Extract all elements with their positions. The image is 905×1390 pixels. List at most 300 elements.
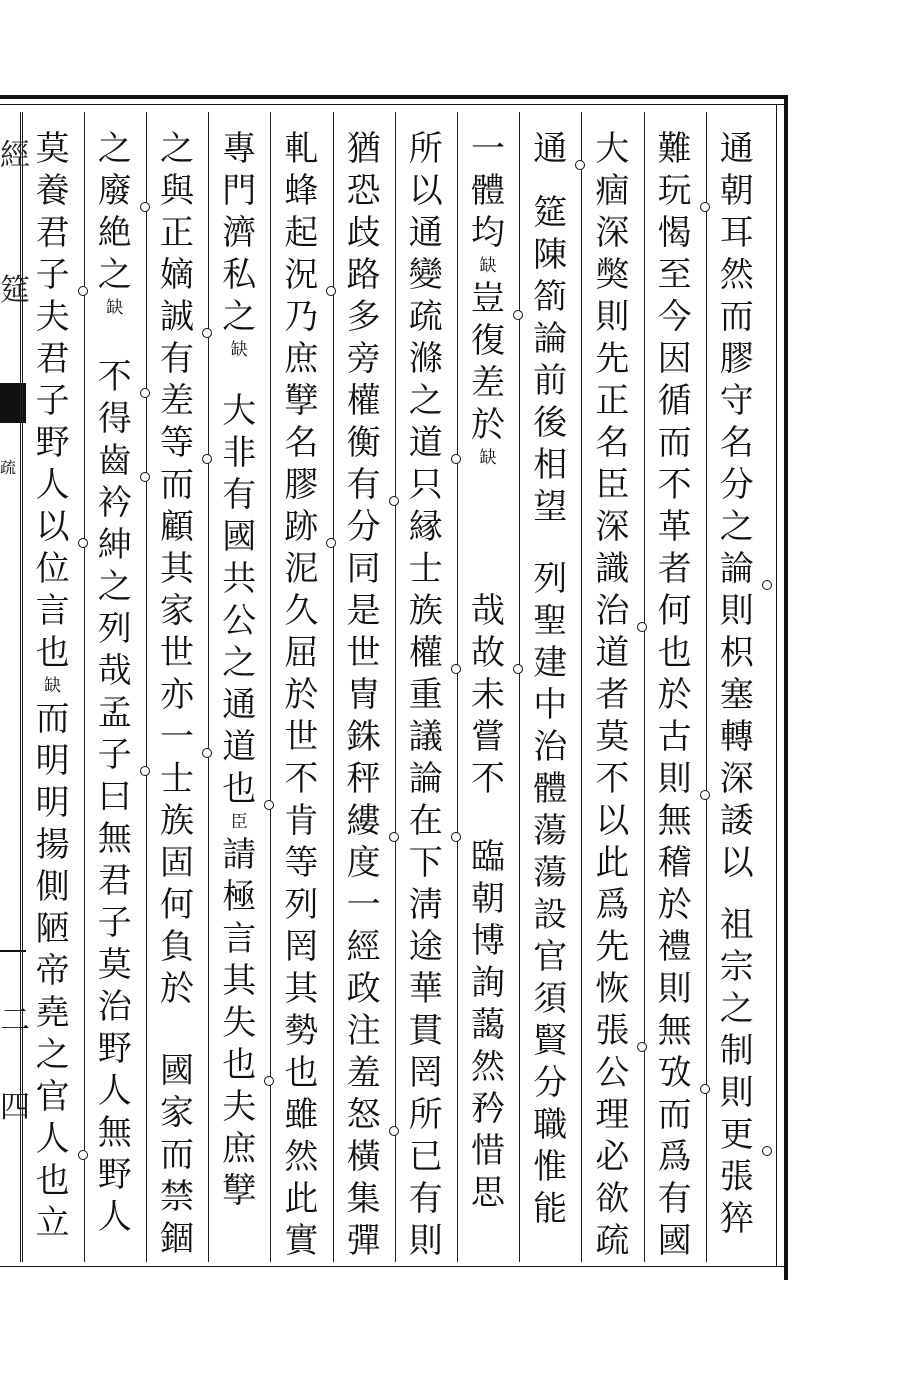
glyph: 而: [160, 1135, 194, 1175]
glyph: 分: [533, 1063, 568, 1103]
glyph: 則: [408, 1221, 443, 1261]
text-segment: [466, 590, 510, 800]
glyph: 乃: [284, 297, 319, 337]
glyph: 專: [222, 129, 257, 169]
text-column: [397, 128, 455, 1261]
glyph: 爲: [657, 1137, 692, 1177]
glyph: 枳: [719, 633, 754, 673]
glyph: 明: [35, 741, 70, 781]
margin-fragment-top: 經: [0, 138, 30, 173]
column-rule: [395, 112, 396, 1262]
text-column: [459, 128, 517, 1258]
glyph: 之: [35, 1035, 70, 1075]
glyph: 大: [222, 391, 257, 431]
glyph: 其: [160, 549, 194, 589]
glyph: 揚: [35, 825, 70, 865]
column-rule: [146, 112, 147, 1262]
text-segment: [31, 698, 75, 1244]
glyph: 嫡: [160, 255, 194, 295]
interlinear-note: 缺: [230, 340, 248, 360]
text-segment: [155, 128, 199, 1010]
glyph: 非: [222, 433, 257, 473]
interlinear-note: 缺: [106, 298, 124, 318]
text-column: [646, 128, 704, 1261]
glyph: 耳: [719, 213, 754, 253]
glyph: 朝: [471, 879, 505, 919]
glyph: 等: [155, 422, 199, 464]
glyph: 蜂: [284, 171, 319, 211]
glyph: 後: [533, 403, 568, 443]
glyph: 痼: [595, 171, 630, 211]
glyph: 其: [284, 969, 319, 1009]
glyph: 路: [346, 255, 381, 295]
glyph: 論: [533, 319, 568, 359]
glyph: 差: [160, 381, 194, 421]
glyph: 孟: [97, 693, 132, 733]
glyph: 絶: [97, 213, 132, 253]
glyph: 衿: [97, 483, 132, 523]
column-rule: [208, 112, 209, 1262]
text-segment: [653, 128, 697, 1262]
glyph: 通: [528, 128, 572, 170]
glyph: 子: [31, 254, 75, 296]
glyph: 無: [657, 801, 692, 841]
glyph: 人: [31, 1118, 75, 1160]
glyph: 之: [97, 255, 132, 295]
text-column: [86, 128, 144, 1258]
glyph: 猝: [719, 1199, 754, 1239]
glyph: 固: [160, 843, 194, 883]
glyph: 位: [35, 549, 70, 589]
glyph: 私: [222, 255, 257, 295]
glyph: 中: [533, 685, 568, 725]
glyph: 跡: [279, 506, 323, 548]
glyph: 一: [155, 716, 199, 758]
glyph: 所: [408, 129, 443, 169]
glyph: 哉: [97, 651, 132, 691]
glyph: 朝: [719, 171, 754, 211]
glyph: 爲: [595, 885, 630, 925]
glyph: 道: [222, 727, 257, 767]
glyph: 望: [533, 487, 568, 527]
glyph: 名: [595, 423, 630, 463]
glyph: 建: [533, 643, 568, 683]
glyph: 士: [408, 549, 443, 589]
glyph: 旁: [346, 339, 381, 379]
glyph: 名: [719, 423, 754, 463]
text-column: [583, 128, 641, 1261]
glyph: 人: [35, 465, 70, 505]
glyph: 革: [657, 507, 692, 547]
glyph: 必: [595, 1137, 630, 1177]
glyph: 不: [284, 759, 319, 799]
glyph: 與: [160, 171, 194, 211]
text-segment: [217, 390, 261, 810]
glyph: 通: [222, 685, 257, 725]
glyph: 華: [408, 969, 443, 1009]
glyph: 論: [715, 548, 759, 590]
glyph: 變: [408, 255, 443, 295]
glyph: 帝: [35, 951, 70, 991]
glyph: 屈: [284, 633, 319, 673]
glyph: 聖: [533, 601, 568, 641]
glyph: 攷: [653, 1052, 697, 1094]
glyph: 不: [657, 465, 692, 505]
text-segment: [466, 128, 510, 254]
glyph: 然: [284, 1137, 319, 1177]
glyph: 莫: [35, 129, 70, 169]
glyph: 軋: [284, 129, 319, 169]
glyph: 正: [160, 213, 194, 253]
glyph: 列: [533, 559, 568, 599]
glyph: 不: [93, 356, 137, 398]
glyph: 野: [97, 1029, 132, 1069]
glyph: 顧: [160, 507, 194, 547]
glyph: 名: [284, 423, 319, 463]
glyph: 膠: [284, 465, 319, 505]
glyph: 有: [342, 464, 386, 506]
glyph: 深: [719, 759, 754, 799]
glyph: 也: [657, 633, 692, 673]
glyph: 分: [346, 507, 381, 547]
glyph: 分: [719, 465, 754, 505]
glyph: 博: [471, 921, 505, 961]
glyph: 世: [346, 633, 381, 673]
glyph: 夫: [35, 297, 70, 337]
glyph: 疏: [408, 297, 443, 337]
glyph: 雖: [284, 1095, 319, 1135]
glyph: 至: [657, 255, 692, 295]
glyph: 家: [160, 591, 194, 631]
glyph: 有: [408, 1179, 443, 1219]
glyph: 者: [595, 675, 630, 715]
glyph: 官: [533, 937, 568, 977]
text-column: [148, 128, 206, 1258]
glyph: 通: [408, 213, 443, 253]
glyph: 族: [408, 591, 443, 631]
text-segment: [217, 834, 261, 1212]
glyph: 誠: [155, 296, 199, 338]
glyph: 亦: [160, 675, 194, 715]
glyph: 列: [97, 609, 132, 649]
glyph: 稽: [657, 843, 692, 883]
glyph: 則: [719, 591, 754, 631]
glyph: 君: [97, 861, 132, 901]
glyph: 堯: [35, 993, 70, 1033]
glyph: 起: [284, 213, 319, 253]
glyph: 立: [35, 1203, 70, 1243]
glyph: 職: [533, 1105, 568, 1145]
glyph: 古: [657, 717, 692, 757]
glyph: 然: [471, 1047, 505, 1087]
glyph: 差: [471, 363, 505, 403]
glyph: 無: [657, 1011, 692, 1051]
text-column: [272, 128, 330, 1261]
glyph: 之: [222, 297, 257, 337]
glyph: 彈: [346, 1221, 381, 1261]
glyph: 深: [595, 507, 630, 547]
glyph: 嘗: [471, 717, 505, 757]
glyph: 公: [595, 1053, 630, 1093]
glyph: 以: [31, 506, 75, 548]
glyph: 惜: [471, 1131, 505, 1171]
glyph: 在: [404, 800, 448, 842]
glyph: 失: [222, 1003, 257, 1043]
glyph: 前: [533, 361, 568, 401]
text-column: [210, 128, 268, 1258]
glyph: 庶: [222, 1129, 257, 1169]
glyph: 有: [657, 1179, 692, 1219]
glyph: 罔: [284, 927, 319, 967]
glyph: 庶: [284, 339, 319, 379]
text-segment: [715, 904, 759, 1240]
interlinear-note: 缺: [44, 676, 62, 696]
glyph: 陳: [533, 235, 568, 275]
glyph: 故: [466, 632, 510, 674]
glyph: 列: [284, 885, 319, 925]
glyph: 者: [657, 549, 692, 589]
glyph: 議: [408, 717, 443, 757]
column-rule: [581, 112, 582, 1262]
glyph: 子: [93, 734, 137, 776]
glyph: 族: [160, 801, 194, 841]
glyph: 則: [653, 758, 697, 800]
glyph: 極: [222, 877, 257, 917]
text-segment: [217, 128, 261, 338]
glyph: 橫: [346, 1137, 381, 1177]
text-column: [24, 128, 82, 1258]
glyph: 轉: [719, 717, 754, 757]
glyph: 縁: [408, 507, 443, 547]
glyph: 塞: [719, 675, 754, 715]
glyph: 不: [471, 759, 505, 799]
glyph: 宗: [719, 947, 754, 987]
glyph: 蕩: [533, 853, 568, 893]
glyph: 能: [533, 1189, 568, 1229]
column-rule-edge: [20, 112, 21, 1262]
glyph: 縷: [342, 800, 386, 842]
text-segment: [715, 128, 759, 884]
glyph: 無: [97, 1113, 132, 1153]
glyph: 怒: [342, 1094, 386, 1136]
glyph: 先: [595, 927, 630, 967]
glyph: 先: [595, 339, 630, 379]
glyph: 設: [533, 895, 568, 935]
glyph: 莫: [595, 717, 630, 757]
glyph: 同: [346, 549, 381, 589]
glyph: 世: [284, 717, 319, 757]
glyph: 筵: [533, 193, 568, 233]
glyph: 而: [657, 423, 692, 463]
text-segment: [528, 128, 572, 170]
glyph: 野: [97, 1155, 132, 1195]
glyph: 也: [35, 633, 70, 673]
glyph: 國: [222, 517, 257, 557]
glyph: 臨: [471, 837, 505, 877]
glyph: 一: [471, 129, 505, 169]
interlinear-note: 缺: [479, 448, 497, 468]
glyph: 冑: [346, 675, 381, 715]
column-rule: [644, 112, 645, 1262]
glyph: 之: [160, 129, 194, 169]
text-column: [335, 128, 393, 1261]
glyph: 肯: [284, 801, 319, 841]
glyph: 則: [657, 969, 692, 1009]
frame-inner-right-rule: [776, 104, 777, 1266]
glyph: 以: [408, 171, 443, 211]
glyph: 通: [719, 129, 754, 169]
glyph: 均: [471, 213, 505, 253]
glyph: 是: [346, 591, 381, 631]
glyph: 以: [595, 801, 630, 841]
glyph: 體: [471, 171, 505, 211]
glyph: 所: [408, 1095, 443, 1135]
glyph: 恐: [346, 171, 381, 211]
glyph: 門: [222, 171, 257, 211]
glyph: 於: [657, 885, 692, 925]
glyph: 惟: [533, 1147, 568, 1187]
column-rule: [519, 112, 520, 1262]
glyph: 也: [35, 1161, 70, 1201]
glyph: 道: [595, 633, 630, 673]
glyph: 守: [719, 381, 754, 421]
glyph: 疏: [595, 1221, 630, 1261]
glyph: 之: [719, 989, 754, 1029]
glyph: 也: [217, 768, 261, 810]
text-segment: [528, 558, 572, 1230]
interlinear-note: 缺: [479, 256, 497, 276]
glyph: 下: [408, 843, 443, 883]
glyph: 有: [222, 475, 257, 515]
glyph: 之: [97, 129, 132, 169]
glyph: 禁: [160, 1177, 194, 1217]
glyph: 諉: [719, 801, 754, 841]
glyph: 然: [719, 255, 754, 295]
glyph: 途: [408, 927, 443, 967]
glyph: 泥: [284, 549, 319, 589]
glyph: 則: [719, 1073, 754, 1113]
glyph: 於: [160, 969, 194, 1009]
glyph: 愒: [657, 213, 692, 253]
glyph: 欲: [595, 1179, 630, 1219]
glyph: 理: [595, 1095, 630, 1135]
glyph: 君: [35, 213, 70, 253]
glyph: 陋: [35, 909, 70, 949]
text-segment: [528, 192, 572, 528]
glyph: 猶: [346, 129, 381, 169]
glyph: 權: [346, 381, 381, 421]
glyph: 集: [346, 1179, 381, 1219]
glyph: 子: [97, 903, 132, 943]
glyph: 言: [35, 591, 70, 631]
glyph: 共: [222, 559, 257, 599]
glyph: 負: [160, 927, 194, 967]
glyph: 之: [719, 507, 754, 547]
glyph: 君: [35, 339, 70, 379]
column-rule: [457, 112, 458, 1262]
glyph: 深: [595, 213, 630, 253]
glyph: 已: [408, 1137, 443, 1177]
glyph: 家: [160, 1093, 194, 1133]
glyph: 何: [160, 885, 194, 925]
glyph: 側: [35, 867, 70, 907]
glyph: 此: [595, 843, 630, 883]
glyph: 世: [160, 633, 194, 673]
text-segment: [155, 1050, 199, 1260]
glyph: 公: [222, 601, 257, 641]
glyph: 論: [408, 759, 443, 799]
glyph: 況: [279, 254, 323, 296]
glyph: 復: [471, 321, 505, 361]
glyph: 詢: [471, 963, 505, 1003]
text-column: [708, 128, 766, 1258]
text-segment: [93, 356, 137, 1238]
glyph: 之: [222, 643, 257, 683]
glyph: 無: [97, 819, 132, 859]
glyph: 玩: [653, 170, 697, 212]
glyph: 羞: [346, 1053, 381, 1093]
column-rule: [270, 112, 271, 1262]
glyph: 淸: [408, 885, 443, 925]
glyph: 制: [719, 1031, 754, 1071]
glyph: 張: [590, 1010, 634, 1052]
glyph: 獘: [595, 255, 630, 295]
glyph: 歧: [346, 213, 381, 253]
glyph: 注: [346, 1011, 381, 1051]
glyph: 貫: [408, 1011, 443, 1051]
text-segment: [31, 128, 75, 674]
glyph: 經: [346, 927, 381, 967]
glyph: 恢: [595, 969, 630, 1009]
glyph: 政: [346, 969, 381, 1009]
glyph: 則: [595, 297, 630, 337]
glyph: 莫: [97, 945, 132, 985]
glyph: 權: [404, 632, 448, 674]
glyph: 言: [222, 919, 257, 959]
glyph: 祖: [719, 905, 754, 945]
glyph: 張: [719, 1157, 754, 1197]
glyph: 也: [284, 1053, 319, 1093]
glyph: 夫: [222, 1087, 257, 1127]
glyph: 明: [35, 783, 70, 823]
text-segment: [466, 836, 510, 1214]
glyph: 道: [404, 422, 448, 464]
glyph: 紳: [97, 525, 132, 565]
glyph: 廢: [93, 170, 137, 212]
margin-page-number-a: 二: [0, 1003, 30, 1038]
text-segment: [342, 128, 386, 1262]
text-segment: [93, 128, 137, 296]
glyph: 實: [284, 1221, 319, 1261]
glyph: 等: [284, 843, 319, 883]
glyph: 也: [217, 1044, 261, 1086]
glyph: 膠: [719, 339, 754, 379]
text-segment: [466, 278, 510, 446]
glyph: 治: [97, 987, 132, 1027]
glyph: 孼: [284, 381, 319, 421]
glyph: 賢: [533, 1021, 568, 1061]
glyph: 而: [35, 699, 70, 739]
frame-inner-top-rule: [0, 104, 784, 105]
glyph: 而: [657, 1095, 692, 1135]
glyph: 此: [284, 1179, 319, 1219]
margin-label: 疏: [0, 458, 17, 477]
glyph: 濟: [222, 213, 257, 253]
glyph: 思: [471, 1173, 505, 1213]
glyph: 藹: [471, 1005, 505, 1045]
glyph: 而: [719, 297, 754, 337]
frame-inner-bottom-rule: [0, 1266, 784, 1267]
